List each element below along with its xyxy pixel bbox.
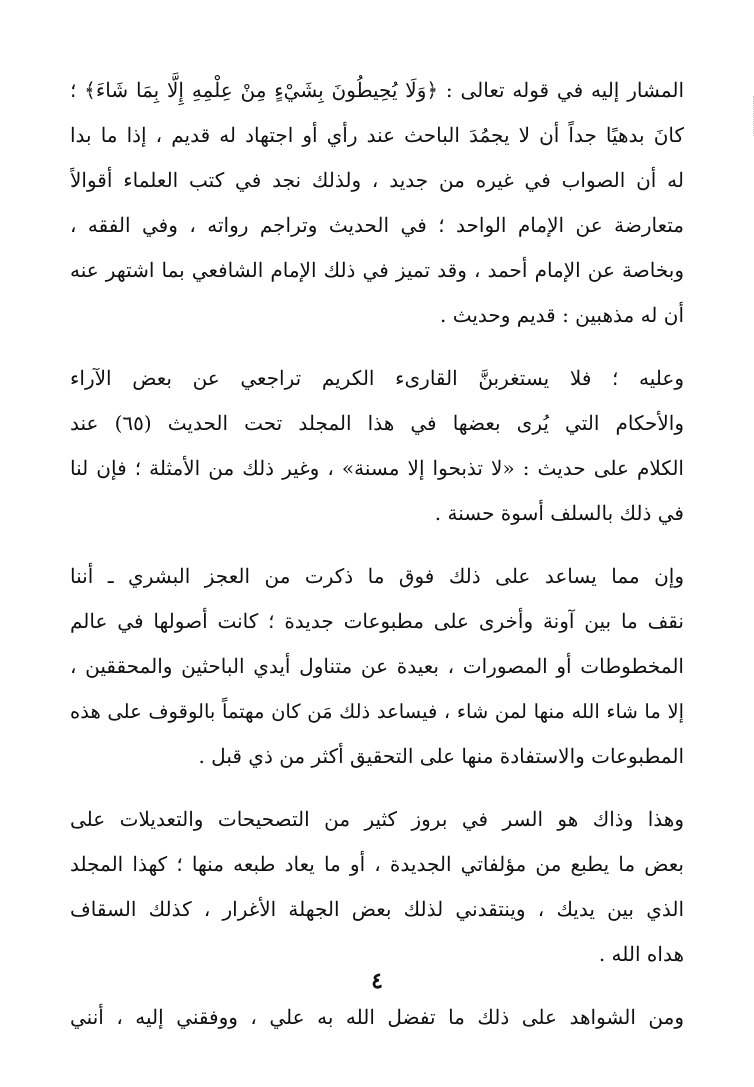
text-line: نقف ما بين آونة وأخرى على مطبوعات جديدة ؛ كانت أصولها في عالم [70,609,684,633]
text-line: إلا ما شاء الله منها لمن شاء ، فيساعد ذلك مَن كان مهتماً بالوقوف على هذه [70,700,684,723]
page-number: ٤ [371,968,383,994]
paragraph-2 [70,356,684,536]
text-line: والأحكام التي يُرى بعضها في هذا المجلد تحت الحديث (٦٥) عند [70,411,684,435]
text-line: متعارضة عن الإمام الواحد ؛ في الحديث وتراجم رواته ، وفي الفقه ، [70,213,684,237]
paragraph-gap [70,536,684,554]
text-line: وإن مما يساعد على ذلك فوق ما ذكرت من العجز البشري ـ أننا [70,564,684,588]
text-line: وبخاصة عن الإمام أحمد ، وقد تميز في ذلك الإمام الشافعي بما اشتهر عنه [70,258,684,282]
text-line: هداه الله . [598,942,684,966]
text-line: له أن الصواب في غيره من جديد ، ولذلك نجد في كتب العلماء أقوالاً [70,168,684,192]
text-line: أن له مذهبين : قديم وحديث . [439,303,684,327]
text-line: الذي بين يديك ، وينتقدني لذلك بعض الجهلة الأغرار ، كذلك السقاف [70,897,684,921]
text-line: وهذا وذاك هو السر في بروز كثير من التصحيحات والتعديلات على [70,807,684,831]
text-line: بعض ما يطبع من مؤلفاتي الجديدة ، أو ما يعاد طبعه منها ؛ كهذا المجلد [70,852,684,876]
paragraph-5 [70,995,684,1040]
paragraph-gap [70,338,684,356]
text-line: ومن الشواهد على ذلك ما تفضل الله به علي ، ووفقني إليه ، أنني [70,1005,684,1029]
text-line: المشار إليه في قوله تعالى : ﴿وَلَا يُحِيطُونَ بِشَيْءٍ مِنْ عِلْمِهِ إِلَّا بِمَا شَاءَ﴾ ؛ [70,78,684,102]
text-line: في ذلك بالسلف أسوة حسنة . [434,501,684,525]
paragraph-4 [70,797,684,977]
text-line: وعليه ؛ فلا يستغربنَّ القارىء الكريم تراجعي عن بعض الآراء [70,366,684,390]
page-body [70,68,684,1068]
text-line: الكلام على حديث : «لا تذبحوا إلا مسنة» ، وغير ذلك من الأمثلة ؛ فإن لنا [70,456,684,480]
text-line: المطبوعات والاستفادة منها على التحقيق أكثر من ذي قبل . [198,744,684,768]
text-line: كانَ بدهيًا جداً أن لا يجمُدَ الباحث عند رأي أو اجتهاد له قديم ، إذا ما بدا [70,123,684,147]
paragraph-3 [70,554,684,779]
paragraph-gap [70,779,684,797]
scan-edge-mark [745,96,754,136]
text-line: المخطوطات أو المصورات ، بعيدة عن متناول أيدي الباحثين والمحققين ، [70,654,684,678]
paragraph-1 [70,68,684,338]
